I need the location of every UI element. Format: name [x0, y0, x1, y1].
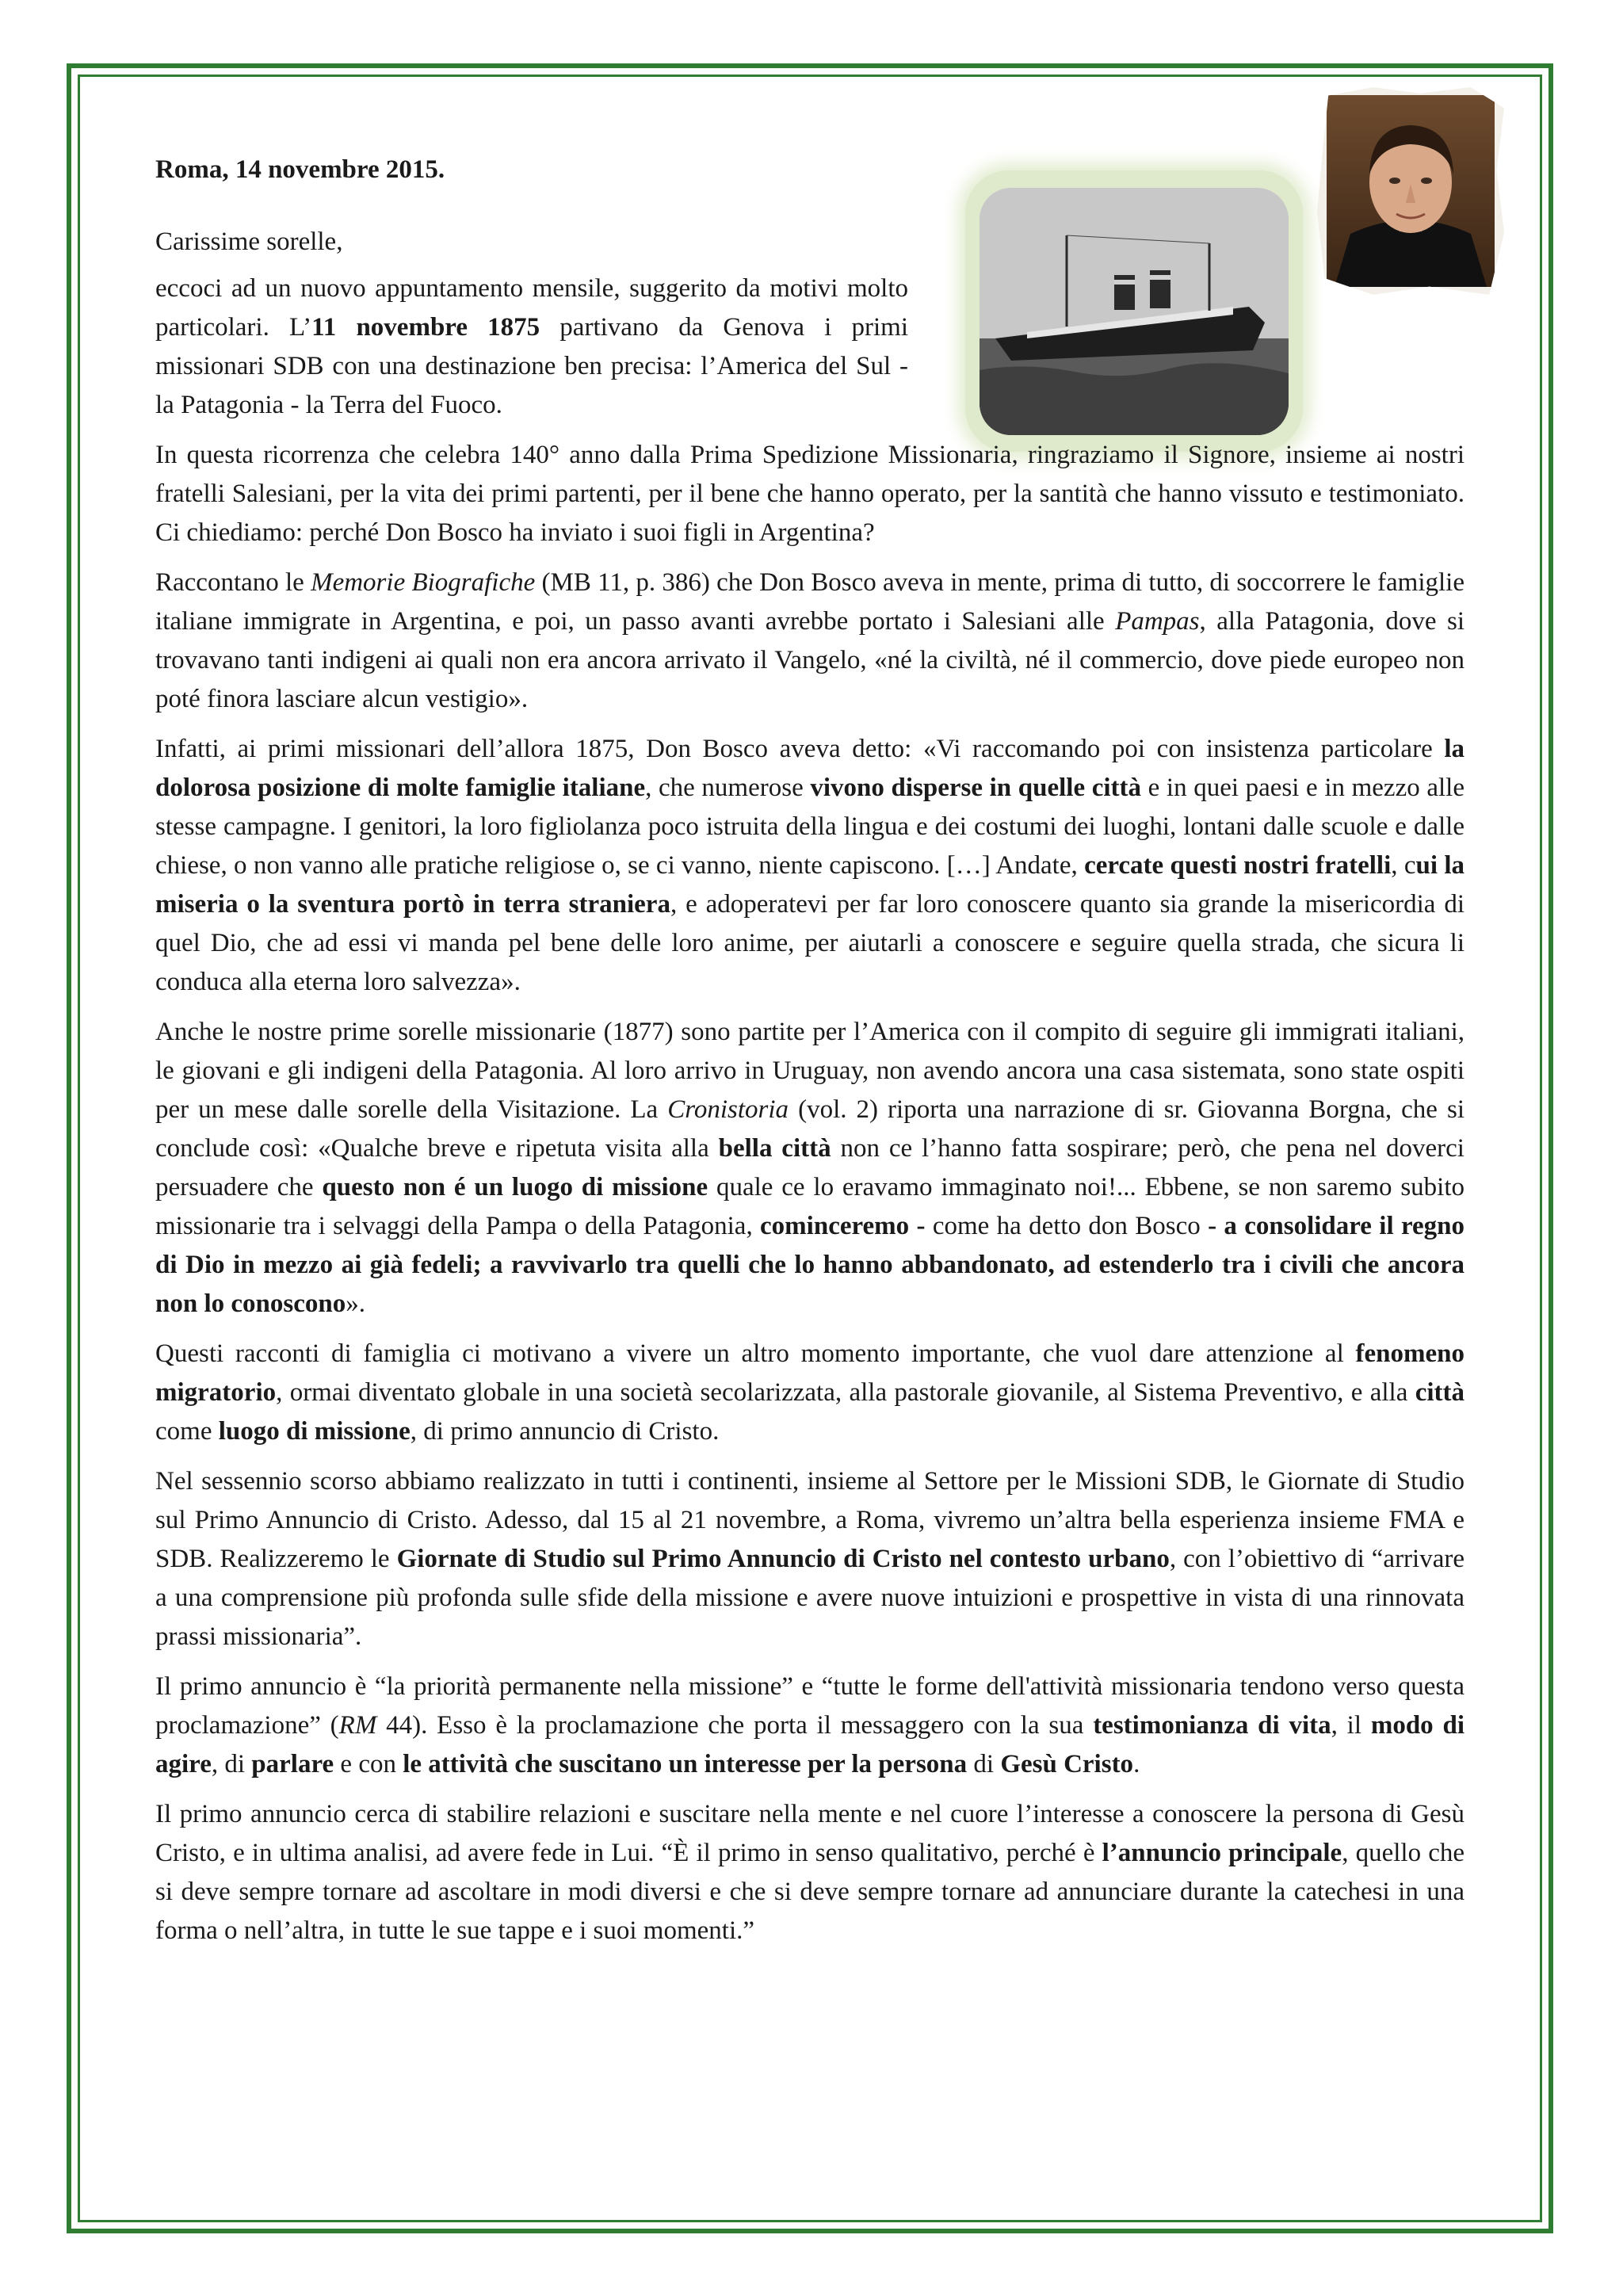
text-run: (vol. 2) riporta una narrazione di sr. Giovanna Borgna, che si conclude così: «Qualche breve e ripetuta visita alla — [155, 1095, 1465, 1163]
bold-text-run: 11 novembre 1875 — [311, 313, 540, 342]
text-run: , di primo annuncio di Cristo. — [410, 1417, 720, 1446]
paragraph-relations — [155, 1795, 1465, 1950]
paragraph-study-days — [155, 1462, 1465, 1656]
text-run: Infatti, ai primi missionari dell’allora 1875, Don Bosco aveva detto: «Vi raccomando poi con insistenza particolare — [155, 735, 1445, 763]
bold-text-run: vivono disperse in quelle città — [810, 774, 1142, 802]
paragraph-first-announcement — [155, 1668, 1465, 1784]
text-run: , ormai diventato globale in una società secolarizzata, alla pastorale giovanile, al Sistema Preventivo, e alla — [276, 1378, 1415, 1407]
bold-text-run: bella città — [718, 1134, 831, 1163]
text-run: , alla Patagonia, dove si trovavano tanti indigeni ai quali non era ancora arrivato il Vangelo, «né la civiltà, né il commercio, dove piede europeo non poté finora lasciare alcun vestigio». — [155, 607, 1465, 713]
text-run: Anche le nostre prime sorelle missionarie (1877) sono partite per l’America con il compito di seguire gli immigrati italiani, le giovani e gli indigeni della Patagonia. Al loro arrivo in Uruguay, non avendo ancora una casa sistemata, sono state ospiti per un mese dalle sorelle della Visitazione. La — [155, 1018, 1465, 1124]
paragraph-memorie-biografiche — [155, 563, 1465, 719]
paragraph-intro — [155, 269, 908, 425]
text-run: Nel sessennio scorso abbiamo realizzato in tutti i continenti, insieme al Settore per le Missioni SDB, le Giornate di Studio sul Primo Annuncio di Cristo. Adesso, dal 15 al 21 novembre, a Roma, vivremo un’altra bella esperienza insieme FMA e SDB. Realizzeremo le — [155, 1467, 1465, 1573]
bold-text-run: Giornate di Studio sul Primo Annuncio di Cristo nel contesto urbano — [396, 1545, 1170, 1573]
paragraph-migration — [155, 1335, 1465, 1451]
text-run: In questa ricorrenza che celebra 140° anno dalla Prima Spedizione Missionaria, ringraziamo il Signore, insieme ai nostri fratelli Salesiani, per la vita dei primi partenti, per il bene che hanno operato, per la santità che hanno vissuto e testimoniato. Ci chiediamo: perché Don Bosco ha inviato i suoi figli in Argentina? — [155, 441, 1465, 547]
bold-text-run: ui la miseria o la sventura portò in terra straniera — [155, 851, 1465, 919]
bold-text-run: Gesù Cristo — [1000, 1750, 1134, 1778]
italic-text-run: Memorie Biografiche — [311, 568, 536, 597]
bold-text-run: cercate questi nostri fratelli — [1084, 851, 1392, 880]
text-run: , c — [1391, 851, 1416, 880]
bold-text-run: modo di agire — [155, 1711, 1465, 1778]
text-run: eccoci ad un nuovo appuntamento mensile, suggerito da motivi molto particolari. L’ — [155, 274, 908, 342]
italic-text-run: Cronistoria — [667, 1095, 789, 1124]
italic-text-run: Pampas — [1115, 607, 1200, 636]
paragraph-anniversary — [155, 436, 1465, 552]
text-run: , il — [1331, 1711, 1371, 1740]
bold-text-run: la dolorosa posizione di molte famiglie italiane — [155, 735, 1465, 802]
bold-text-run: luogo di missione — [218, 1417, 411, 1446]
bold-text-run: città — [1415, 1378, 1465, 1407]
bold-text-run: fenomeno migratorio — [155, 1339, 1465, 1407]
text-run: di — [967, 1750, 1001, 1778]
letter-date: Roma, 14 novembre 2015. — [155, 155, 445, 184]
text-run: Il primo annuncio cerca di stabilire relazioni e suscitare nella mente e nel cuore l’interesse a conoscere la persona di Gesù Cristo, e in ultima analisi, ad avere fede in Lui. “È il primo in senso qualitativo, perché è — [155, 1800, 1465, 1867]
text-run: Il primo annuncio è “la priorità permanente nella missione” e “tutte le forme dell'attività missionaria tendono verso questa proclamazione” ( — [155, 1672, 1465, 1740]
bold-text-run: questo non é un luogo di missione — [322, 1173, 708, 1201]
text-run: 44). Esso è la proclamazione che porta il messaggero con la sua — [376, 1711, 1094, 1740]
paragraph-first-sisters — [155, 1013, 1465, 1324]
text-run: partivano da Genova i primi missionari SDB con una destinazione ben precisa: l’America del Sul - la Patagonia - la Terra del Fuoco. — [155, 313, 908, 419]
italic-text-run: RM — [338, 1711, 377, 1740]
text-run: Questi racconti di famiglia ci motivano a vivere un altro momento importante, che vuol dare attenzione al — [155, 1339, 1356, 1368]
paragraph-don-bosco-quote — [155, 730, 1465, 1002]
bold-text-run: cominceremo - — [760, 1212, 926, 1240]
text-run: come ha detto don Bosco — [925, 1212, 1209, 1240]
text-run: Raccontano le — [155, 568, 311, 597]
text-run: , con l’obiettivo di “arrivare a una comprensione più profonda sulle sfide della missione e avere nuove intuizioni e prospettive in vista di una rinnovata prassi missionaria”. — [155, 1545, 1465, 1651]
text-run: come — [155, 1417, 219, 1446]
bold-text-run: le attività che suscitano un interesse per la persona — [403, 1750, 968, 1778]
text-run: . — [1133, 1750, 1140, 1778]
bold-text-run: testimonianza di vita — [1093, 1711, 1331, 1740]
text-run: , di — [211, 1750, 252, 1778]
text-run: e con — [334, 1750, 403, 1778]
bold-text-run: parlare — [251, 1750, 334, 1778]
letter-greeting: Carissime sorelle, — [155, 227, 343, 256]
letter-body — [155, 151, 1465, 1962]
text-run: quale ce lo eravamo immaginato noi!... Ebbene, se non saremo subito missionarie tra i selvaggi della Pampa o della Patagonia, — [155, 1173, 1465, 1240]
bold-text-run: - a consolidare il regno di Dio in mezzo ai già fedeli; a ravvivarlo tra quelli che lo hanno abbandonato, ad estenderlo tra i civili che ancora non lo conoscono — [155, 1212, 1465, 1318]
text-run: , che numerose — [645, 774, 811, 802]
text-run: ». — [346, 1289, 365, 1318]
text-run: non ce l’hanno fatta sospirare; però, che pena nel doverci persuadere che — [155, 1134, 1465, 1201]
text-run: (MB 11, p. 386) che Don Bosco aveva in mente, prima di tutto, di soccorrere le famiglie italiane immigrate in Argentina, e poi, un passo avanti avrebbe portato i Salesiani alle — [155, 568, 1465, 636]
text-run: , quello che si deve sempre tornare ad ascoltare in modi diversi e che si deve sempre tornare ad annunciare durante la catechesi in una forma o nell’altra, in tutte le sue tappe e i suoi momenti.” — [155, 1839, 1465, 1945]
bold-text-run: l’annuncio principale — [1102, 1839, 1342, 1867]
text-run: , e adoperatevi per far loro conoscere quanto sia grande la misericordia di quel Dio, che ad essi vi manda pel bene delle loro anime, per aiutarli a conoscere e seguire quella strada, che sicura li conduca alla eterna loro salvezza». — [155, 890, 1465, 996]
text-run: e in quei paesi e in mezzo alle stesse campagne. I genitori, la loro figliolanza poco istruita della lingua e dei costumi dei luoghi, lontani dalle scuole e dalle chiese, o non vanno alle pratiche religiose o, se ci vanno, niente capiscono. […] Andate, — [155, 774, 1465, 880]
